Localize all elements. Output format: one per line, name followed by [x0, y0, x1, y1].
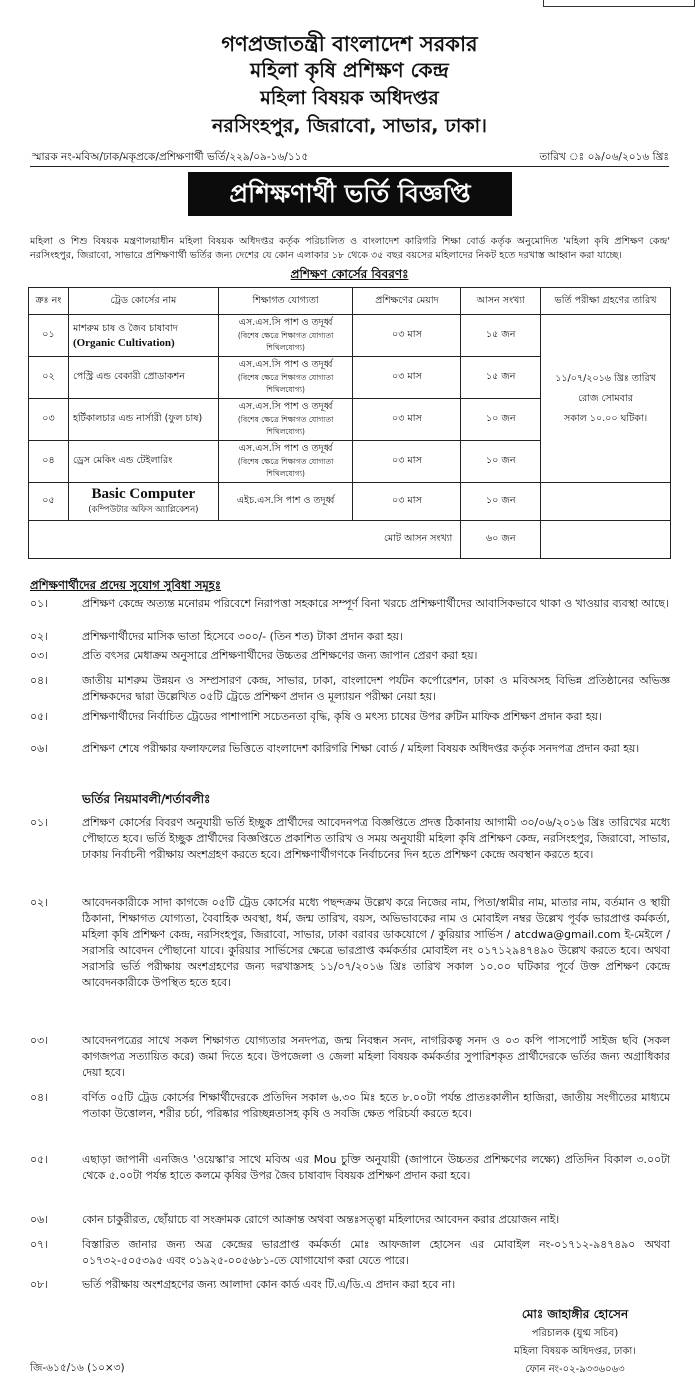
column-header: ভর্তি পরীক্ষা গ্রহণের তারিখ — [541, 288, 671, 315]
column-header: আসন সংখ্যা — [461, 288, 541, 315]
qualification-text: এস.এস.সি পাশ ও তদূর্ধ্ব — [238, 401, 333, 412]
seats: ১০ জন — [461, 399, 541, 441]
item-number: ০৫। — [30, 1153, 48, 1166]
table-header-row — [29, 288, 671, 315]
course-name-en: (Organic Cultivation) — [72, 337, 175, 349]
item-number: ০৭। — [30, 1238, 48, 1251]
reference-code: জি-৬১৫/১৬ (১০×৩) — [30, 1362, 125, 1374]
item-number: ০২। — [30, 630, 48, 643]
duration: ০৩ মাস — [353, 357, 461, 399]
qualification-text: এস.এস.সি পাশ ও তদূর্ধ্ব — [238, 443, 333, 454]
item-number: ০৬। — [30, 742, 48, 755]
total-label: মোট আসন সংখ্যা — [29, 521, 461, 559]
course-name — [68, 483, 218, 521]
column-header: শিক্ষাগত যোগ্যতা — [218, 288, 353, 315]
exam-time-line: সকাল ১০.০০ ঘটিকা। — [564, 412, 648, 424]
divider — [30, 166, 669, 167]
center-title: মহিলা কৃষি প্রশিক্ষণ কেন্দ্র — [250, 58, 449, 82]
top-edge-box — [543, 0, 695, 7]
qualification-text: এস.এস.সি পাশ ও তদূর্ধ্ব — [238, 359, 333, 370]
qualification-note: (বিশেষ ক্ষেত্রে শিক্ষাগত যোগ্যতা শিথিলযোগ্য) — [237, 331, 334, 352]
course-name: ড্রেস মেকিং এন্ড টেইলারিং — [68, 441, 218, 483]
item-number: ০৫। — [30, 710, 48, 723]
item-number: ০১। — [30, 597, 48, 610]
address-title: নরসিংহপুর, জিরাবো, সাভার, ঢাকা। — [212, 115, 487, 137]
item-text: প্রশিক্ষণ শেষে পরীক্ষার ফলাফলের ভিত্তিতে বাংলাদেশ কারিগরি শিক্ষা বোর্ড / মহিলা বিষয়ক অধিদপ্তর কর্তৃক সনদপত্র প্রদান করা হয়। — [82, 742, 640, 755]
signatory-name: মোঃ জাহাঙ্গীর হোসেন — [521, 1307, 629, 1321]
total-value: ৬০ জন — [461, 521, 541, 559]
list-item — [30, 673, 670, 705]
table-total-row — [29, 521, 671, 559]
qualification — [218, 441, 353, 483]
notice-date: তারিখ ঃ ০৯/০৬/২০১৬ খ্রিঃ — [539, 151, 669, 163]
exam-date-cell — [541, 315, 671, 483]
intro-paragraph: মহিলা ও শিশু বিষয়ক মন্ত্রণালয়াধীন মহিলা বিষয়ক অধিদপ্তর কর্তৃক পরিচালিত ও বাংলাদেশ কারিগরি শিক্ষা বোর্ড কর্তৃক অনুমোদিত 'মহিলা কৃষি প্রশিক্ষণ কেন্দ্র' নরসিংহপুর, জিরাবো, সাভারে প্রশিক্ষণার্থী ভর্তির জন্য দেশের যে কোন এলাকার ১৮ থেকে ৩৫ বছর বয়সের মহিলাদের নিকট হতে দরখাস্ত আহ্বান করা যাচ্ছে। — [30, 236, 670, 261]
qualification-note: (বিশেষ ক্ষেত্রে শিক্ষাগত যোগ্যতা শিথিলযোগ্য) — [237, 457, 334, 478]
exam-day-line: রোজ সোমবার — [578, 392, 633, 404]
row-number: ০২ — [29, 357, 69, 399]
list-item — [30, 741, 670, 757]
qualification-text: এস.এস.সি পাশ ও তদূর্ধ্ব — [238, 317, 333, 328]
qualification — [218, 315, 353, 357]
course-name: পেস্ট্রি এন্ড বেকারী প্রোডাকশন — [68, 357, 218, 399]
signatory-designation: পরিচালক (যুগ্ম সচিব) — [531, 1328, 619, 1339]
duration: ০৩ মাস — [353, 315, 461, 357]
item-number: ০৩। — [30, 649, 48, 662]
duration: ০৩ মাস — [353, 399, 461, 441]
item-text: প্রশিক্ষণ কোর্সের বিবরণ অনুযায়ী ভর্তি ইচ্ছুক প্রার্থীদের আবেদনপত্র বিজ্ঞপ্তিতে প্রদত্ত ঠিকানায় আগামী ৩০/০৬/২০১৬ খ্রিঃ তারিখের মধ্যে পৌছাতে হবে। ভর্তি ইচ্ছুক প্রার্থীদের বিজ্ঞপ্তিতে প্রকাশিত তারিখ ও সময় অনুযায়ী মহিলা কৃষি প্রশিক্ষণ কেন্দ্র, নরসিংহপুর, জিরাবো, সাভার, ঢাকায় নির্বাচনী পরীক্ষায় অংশগ্রহণ করতে হবে। প্রশিক্ষণার্থীগণকে নির্বাচনের দিন হতে প্রশিক্ষণ কেন্দ্রে অবস্থান করতে হবে। — [82, 816, 670, 861]
course-section-title: প্রশিক্ষণ কোর্সের বিবরণঃ — [290, 267, 409, 281]
duration: ০৩ মাস — [353, 441, 461, 483]
qualification — [218, 357, 353, 399]
row-number: ০১ — [29, 315, 69, 357]
seats: ১৫ জন — [461, 315, 541, 357]
qualification-note: (বিশেষ ক্ষেত্রে শিক্ষাগত যোগ্যতা শিথিলযোগ্য) — [237, 415, 334, 436]
list-item — [30, 596, 670, 612]
row-number: ০৫ — [29, 483, 69, 521]
item-text: বর্ণিত ০৫টি ট্রেড কোর্সের শিক্ষার্থীদেরকে প্রতিদিন সকাল ৬.৩০ মিঃ হতে ৮.০০টা পর্যন্ত প্রাতঃকালীন হাজিরা, জাতীয় সংগীতের মাধ্যমে পতাকা উত্তোলন, শরীর চর্চা, পরিষ্কার পরিচ্ছন্নতাসহ কৃষি ও সবজি ক্ষেত পরিচর্যা করতে হবে। — [82, 1091, 670, 1120]
course-name-sub: (কম্পিউটার অফিস অ্যাপ্লিকেশন) — [88, 505, 199, 515]
item-text: বিস্তারিত জানার জন্য অত্র কেন্দ্রের ভারপ্রাপ্ত কর্মকর্তা মোঃ আফজাল হোসেন এর মোবাইল নং-০১৭১২-৯৪৭৪৯০ অথবা ০১৭৩২-৫০৫৩৯৫ এবং ০১৯২৫-০০৫৬৮১-তে যোগাযোগ করা যেতে পারে। — [82, 1238, 670, 1267]
column-header: প্রশিক্ষণের মেয়াদ — [353, 288, 461, 315]
item-number: ০২। — [30, 896, 48, 909]
memo-number: স্মারক নং-মবিঅ/ঢাক/মকৃপ্রকে/প্রশিক্ষণার্থী ভর্তি/২২৯/০৯-১৬/১১৫ — [32, 151, 309, 163]
item-text: প্রশিক্ষণার্থীদের মাসিক ভাতা হিসেবে ৩০০/- (তিন শত) টাকা প্রদান করা হয়। — [82, 630, 403, 643]
list-item — [30, 1152, 670, 1184]
rules-title: ভর্তির নিয়মাবলী/শর্তাবলীঃ — [82, 792, 211, 806]
qualification: এইচ.এস.সি পাশ ও তদূর্ধ্ব — [218, 483, 353, 521]
item-text: প্রতি বৎসর মেধাক্রম অনুসারে প্রশিক্ষণার্থীদের উচ্চতর প্রশিক্ষণের জন্য জাপান প্রেরণ করা হয়। — [82, 649, 478, 662]
signatory-phone: ফোন নং-০২-৯৩৩৬০৬৩ — [525, 1364, 625, 1375]
list-item — [30, 629, 670, 645]
list-item — [30, 1237, 670, 1269]
empty-cell — [541, 521, 671, 559]
list-item — [30, 1033, 670, 1081]
qualification — [218, 399, 353, 441]
item-number: ০৪। — [30, 1091, 48, 1104]
seats: ১০ জন — [461, 441, 541, 483]
govt-title: গণপ্রজাতন্ত্রী বাংলাদেশ সরকার — [221, 32, 478, 56]
empty-cell — [541, 483, 671, 521]
item-number: ০১। — [30, 816, 48, 829]
list-item — [30, 1212, 670, 1228]
course-name — [68, 315, 218, 357]
seats: ১৫ জন — [461, 357, 541, 399]
table-row — [29, 483, 671, 521]
item-text: আবেদনকারীকে সাদা কাগজে ০৫টি ট্রেড কোর্সের মধ্যে পছন্দক্রম উল্লেখ করে নিজের নাম, পিতা/স্বামীর নাম, মাতার নাম, বর্তমান ও স্থায়ী ঠিকানা, শিক্ষাগত যোগ্যতা, বৈবাহিক অবস্থা, ধর্ম, জন্ম তারিখ, বয়স, অভিভাবকের নাম ও মোবাইল নম্বর উল্লেখ পূর্বক ভারপ্রাপ্ত কর্মকর্তা, মহিলা কৃষি প্রশিক্ষণ কেন্দ্র, নরসিংহপুর, জিরাবো, সাভার, ঢাকা বরাবর ডাকযোগে / কুরিয়ার সার্ভিস / atcdwa@gmail.com ই-মেইলে / সরাসরি আবেদন পৌছানো যাবে। কুরিয়ার সার্ভিসের ক্ষেত্রে ভারপ্রাপ্ত কর্মকর্তার মোবাইল নং ০১৭১২৯৪৭৪৯০ উল্লেখ করতে হবে। অথবা সরাসরি ভর্তি পরীক্ষায় অংশগ্রহণের জন্য দরখাস্তসহ ১১/০৭/২০১৬ খ্রিঃ তারিখ সকাল ১০.০০ ঘটিকার পূর্বে উক্ত প্রশিক্ষণ কেন্দ্রে আবেদনকারীকে উপস্থিত হতে হবে। — [82, 896, 670, 989]
item-text: এছাড়া জাপানী এনজিও 'ওয়েস্কা'র সাথে মবিঅ এর Mou চুক্তি অনুযায়ী (জাপানে উচ্চতর প্রশিক্ষণের লক্ষ্যে) প্রতিদিন বিকাল ৩.০০টা থেকে ৫.০০টা পর্যন্ত হাতে কলমে কৃষির উপর জৈব চাষাবাদ বিষয়ক প্রশিক্ষণ প্রদান করা হবে। — [82, 1153, 670, 1182]
seats: ১০ জন — [461, 483, 541, 521]
column-header: ক্রঃ নং — [29, 288, 69, 315]
item-text: প্রশিক্ষণ কেন্দ্রে অত্যন্ত মনোরম পরিবেশে নিরাপত্তা সহকারে সম্পূর্ণ বিনা খরচে প্রশিক্ষণার্থীদের আবাসিকভাবে থাকা ও খাওয়ার ব্যবস্থা আছে। — [82, 597, 669, 610]
list-item — [30, 709, 670, 725]
exam-date-line: ১১/০৭/২০১৬ খ্রিঃ তারিখ — [555, 372, 656, 384]
list-item — [30, 1090, 670, 1122]
course-name-en: Basic Computer — [91, 486, 196, 502]
course-name-bn: মাশরুম চাষ ও জৈব চাষাবাদ — [72, 323, 178, 334]
item-number: ০৬। — [30, 1213, 48, 1226]
column-header: ট্রেড কোর্সের নাম — [68, 288, 218, 315]
item-text: কোন চাকুরীরত, ছোঁয়াচে বা সংক্রামক রোগে আক্রান্ত অথবা অন্তঃসত্ত্বা মহিলাদের আবেদন করার প্রয়োজন নাই। — [82, 1213, 560, 1226]
table-row — [29, 315, 671, 357]
item-number: ০৮। — [30, 1278, 48, 1291]
list-item — [30, 648, 670, 664]
course-name: হর্টিকালচার এন্ড নার্সারী (ফুল চাষ) — [68, 399, 218, 441]
list-item — [30, 815, 670, 863]
item-text: প্রশিক্ষণার্থীদের নির্বাচিত ট্রেডের পাশাপাশি সচেতনতা বৃদ্ধি, কৃষি ও মৎস্য চাষের উপর রুটিন মাফিক প্রশিক্ষণ প্রদান করা হয়। — [82, 710, 602, 723]
qualification-note: (বিশেষ ক্ষেত্রে শিক্ষাগত যোগ্যতা শিথিলযোগ্য) — [237, 373, 334, 394]
course-table — [28, 287, 671, 559]
item-number: ০৩। — [30, 1034, 48, 1047]
item-text: ভর্তি পরীক্ষায় অংশগ্রহণের জন্য আলাদা কোন কার্ড এবং টি.এ/ডি.এ প্রদান করা হবে না। — [82, 1278, 456, 1291]
row-number: ০৩ — [29, 399, 69, 441]
facilities-title: প্রশিক্ষণার্থীদের প্রদেয় সুযোগ সুবিধা সমূহঃ — [30, 578, 221, 592]
notice-banner: প্রশিক্ষণার্থী ভর্তি বিজ্ঞপ্তি — [188, 172, 512, 216]
item-text: আবেদনপত্রের সাথে সকল শিক্ষাগত যোগ্যতার সনদপত্র, জন্ম নিবন্ধন সনদ, নাগরিকত্ব সনদ ও ০৩ কপি পাসপোর্ট সাইজ ছবি (সকল কাগজপত্র সত্যায়িত করে) জমা দিতে হবে। উপজেলা ও জেলা মহিলা বিষয়ক কর্মকর্তার সুপারিশকৃত প্রার্থীদেরকে ভর্তির জন্য অগ্রাধিকার দেয়া হবে। — [82, 1034, 670, 1079]
department-title: মহিলা বিষয়ক অধিদপ্তর — [260, 87, 439, 109]
list-item — [30, 1277, 670, 1293]
item-text: জাতীয় মাশরুম উন্নয়ন ও সম্প্রসারণ কেন্দ্র, সাভার, ঢাকা, বাংলাদেশ পর্যটন কর্পোরেশন, ঢাকা ও মবিঅসহ বিভিন্ন প্রতিষ্ঠানের অভিজ্ঞ প্রশিক্ষকদের দ্বারা উল্লেখিত ০৫টি ট্রেডে প্রশিক্ষণ প্রদান ও মূল্যায়ন পরীক্ষা নেয়া হয়। — [82, 674, 670, 703]
duration: ০৩ মাস — [353, 483, 461, 521]
item-number: ০৪। — [30, 674, 48, 687]
signatory-office: মহিলা বিষয়ক অধিদপ্তর, ঢাকা। — [514, 1346, 636, 1357]
row-number: ০৪ — [29, 441, 69, 483]
list-item — [30, 895, 670, 991]
